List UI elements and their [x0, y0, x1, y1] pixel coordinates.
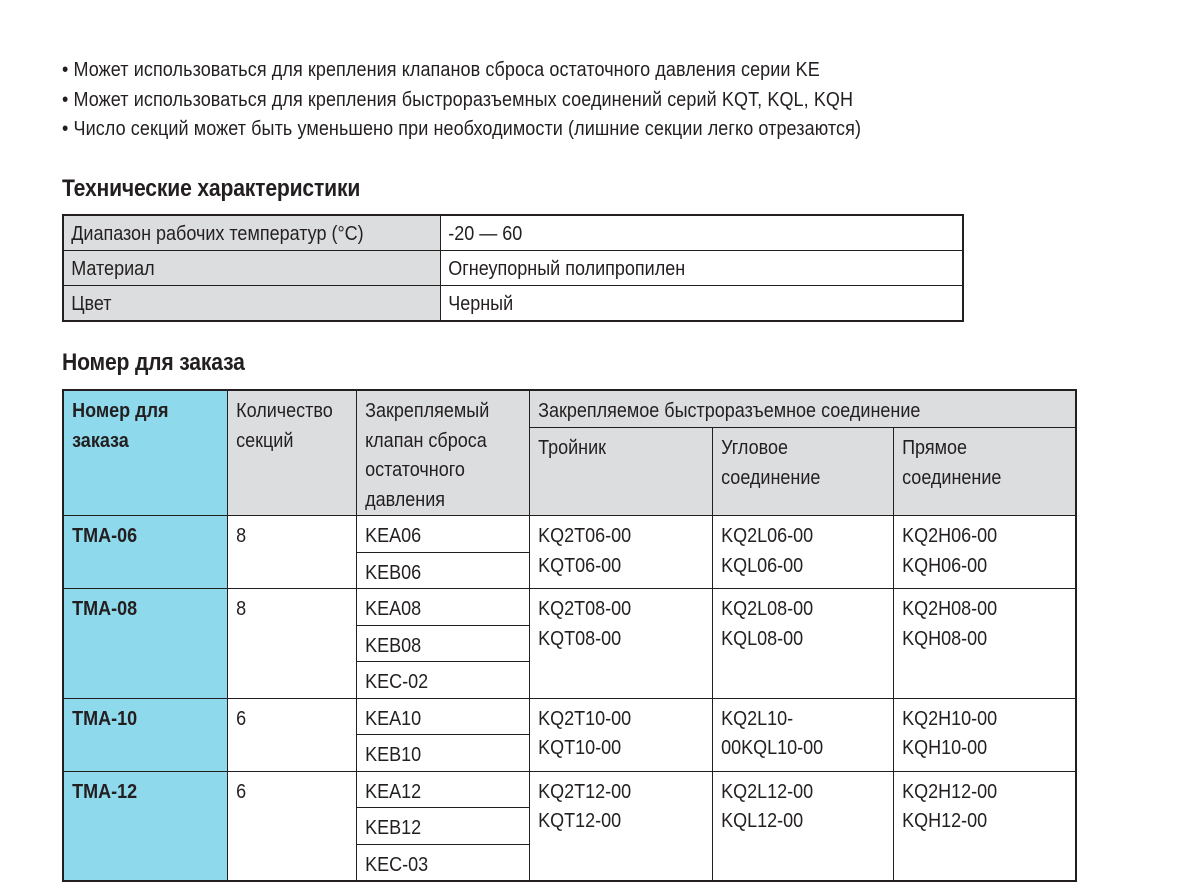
- header-tee: [529, 428, 712, 516]
- spec-label-text: Диапазон рабочих температур (°C): [71, 223, 364, 245]
- header-text: соединение: [901, 466, 1002, 489]
- order-code-cell: [63, 698, 228, 771]
- sections-text: 8: [236, 525, 247, 547]
- valve-text: KEA10: [365, 707, 422, 730]
- spec-label: [63, 286, 441, 322]
- table-row: [63, 251, 963, 286]
- valve-cell: [356, 662, 529, 699]
- tee-text: KQ2T08-00: [537, 598, 631, 620]
- spec-value-text: Черный: [448, 293, 514, 315]
- specs-heading: Технические характеристики: [62, 175, 361, 202]
- tee-text: KQ2T10-00: [537, 707, 631, 730]
- tee-text: KQ2T06-00: [537, 525, 631, 547]
- header-text: Закрепляемый: [365, 400, 490, 422]
- order-heading: Номер для заказа: [62, 349, 245, 376]
- table-row: [63, 589, 1076, 626]
- order-table-body: [63, 516, 1076, 882]
- valve-cell: [356, 516, 529, 553]
- header-text: Угловое: [720, 437, 788, 459]
- spec-label-text: Материал: [71, 258, 155, 280]
- sections-cell: [228, 771, 357, 881]
- order-code-cell: [63, 516, 228, 589]
- angle-text: KQL12-00: [720, 810, 803, 832]
- straight-text: KQH10-00: [901, 737, 987, 759]
- spec-value: [441, 251, 964, 286]
- tee-text: KQT06-00: [537, 554, 621, 577]
- valve-text: KEA06: [365, 525, 422, 547]
- sections-text: 6: [236, 707, 247, 730]
- spec-value: [441, 215, 964, 251]
- straight-text: KQH08-00: [901, 627, 987, 650]
- spec-label: [63, 251, 441, 286]
- straight-cell: [893, 771, 1076, 881]
- valve-text: KEB10: [365, 744, 422, 766]
- header-sections: [228, 390, 357, 516]
- table-row: [63, 286, 963, 322]
- sections-text: 6: [236, 780, 247, 803]
- feature-item: • Может использоваться для крепления клапанов сброса остаточного давления серии KE: [62, 59, 820, 81]
- tee-cell: [529, 771, 712, 881]
- header-angle: [712, 428, 893, 516]
- header-valve: [356, 390, 529, 516]
- header-row: [63, 390, 1076, 428]
- table-row: [63, 516, 1076, 553]
- valve-cell: [356, 844, 529, 881]
- valve-text: KEB08: [365, 634, 422, 657]
- spec-value-text: -20 — 60: [448, 223, 523, 245]
- angle-cell: [712, 771, 893, 881]
- table-row: [63, 698, 1076, 735]
- straight-text: KQ2H06-00: [901, 525, 997, 547]
- order-code-text: TMA-12: [72, 780, 138, 803]
- table-row: [63, 215, 963, 251]
- header-fitting-group: [529, 390, 1076, 428]
- sections-cell: [228, 698, 357, 771]
- sections-cell: [228, 516, 357, 589]
- header-text: Тройник: [537, 437, 606, 459]
- feature-list: [62, 56, 950, 145]
- angle-cell: [712, 516, 893, 589]
- straight-text: KQH12-00: [901, 810, 987, 832]
- angle-text: 00KQL10-00: [720, 737, 823, 759]
- angle-cell: [712, 698, 893, 771]
- order-code-text: TMA-06: [72, 525, 138, 547]
- header-text: соединение: [720, 466, 821, 489]
- tee-text: KQT10-00: [537, 737, 621, 759]
- tee-cell: [529, 589, 712, 699]
- header-text: секций: [236, 429, 294, 452]
- straight-text: KQ2H08-00: [901, 598, 997, 620]
- valve-cell: [356, 625, 529, 662]
- order-table: [62, 389, 1077, 882]
- header-text: давления: [365, 488, 445, 511]
- sections-cell: [228, 589, 357, 699]
- order-code-cell: [63, 589, 228, 699]
- valve-text: KEC-03: [365, 853, 429, 876]
- straight-cell: [893, 589, 1076, 699]
- header-text: заказа: [72, 429, 129, 452]
- valve-cell: [356, 698, 529, 735]
- feature-item: • Может использоваться для крепления быстроразъемных соединений серий KQT, KQL, KQH: [62, 88, 854, 111]
- straight-cell: [893, 516, 1076, 589]
- tee-cell: [529, 516, 712, 589]
- tee-text: KQT12-00: [537, 810, 621, 832]
- spec-label: [63, 215, 441, 251]
- angle-text: KQ2L08-00: [720, 598, 813, 620]
- header-text: Количество: [236, 400, 334, 422]
- header-straight: [893, 428, 1076, 516]
- order-code-cell: [63, 771, 228, 881]
- feature-item: • Число секций может быть уменьшено при необходимости (лишние секции легко отрезаются): [62, 118, 862, 140]
- header-text: остаточного: [365, 459, 465, 481]
- valve-text: KEC-02: [365, 671, 429, 693]
- tee-cell: [529, 698, 712, 771]
- angle-text: KQL08-00: [720, 627, 803, 650]
- header-text: Номер для: [72, 400, 169, 422]
- header-order-code: [63, 390, 228, 516]
- angle-text: KQ2L10-: [720, 707, 793, 730]
- valve-text: KEB06: [365, 561, 422, 584]
- angle-text: KQL06-00: [720, 554, 803, 577]
- straight-text: KQ2H10-00: [901, 707, 997, 730]
- valve-cell: [356, 589, 529, 626]
- spec-label-text: Цвет: [71, 293, 112, 315]
- valve-cell: [356, 771, 529, 808]
- tee-text: KQT08-00: [537, 627, 621, 650]
- angle-text: KQ2L12-00: [720, 780, 813, 803]
- header-text: Закрепляемое быстроразъемное соединение: [537, 400, 921, 422]
- valve-text: KEA12: [365, 780, 422, 803]
- straight-cell: [893, 698, 1076, 771]
- valve-cell: [356, 808, 529, 845]
- angle-text: KQ2L06-00: [720, 525, 813, 547]
- valve-cell: [356, 552, 529, 589]
- spec-value: [441, 286, 964, 322]
- valve-cell: [356, 735, 529, 772]
- valve-text: KEA08: [365, 598, 422, 620]
- order-code-text: TMA-10: [72, 707, 138, 730]
- order-code-text: TMA-08: [72, 598, 138, 620]
- valve-text: KEB12: [365, 817, 422, 839]
- header-text: Прямое: [901, 437, 967, 459]
- angle-cell: [712, 589, 893, 699]
- sections-text: 8: [236, 598, 247, 620]
- tee-text: KQ2T12-00: [537, 780, 631, 803]
- straight-text: KQH06-00: [901, 554, 987, 577]
- header-text: клапан сброса: [365, 429, 487, 452]
- straight-text: KQ2H12-00: [901, 780, 997, 803]
- spec-value-text: Огнеупорный полипропилен: [448, 258, 686, 280]
- specs-table: [62, 214, 964, 322]
- table-row: [63, 771, 1076, 808]
